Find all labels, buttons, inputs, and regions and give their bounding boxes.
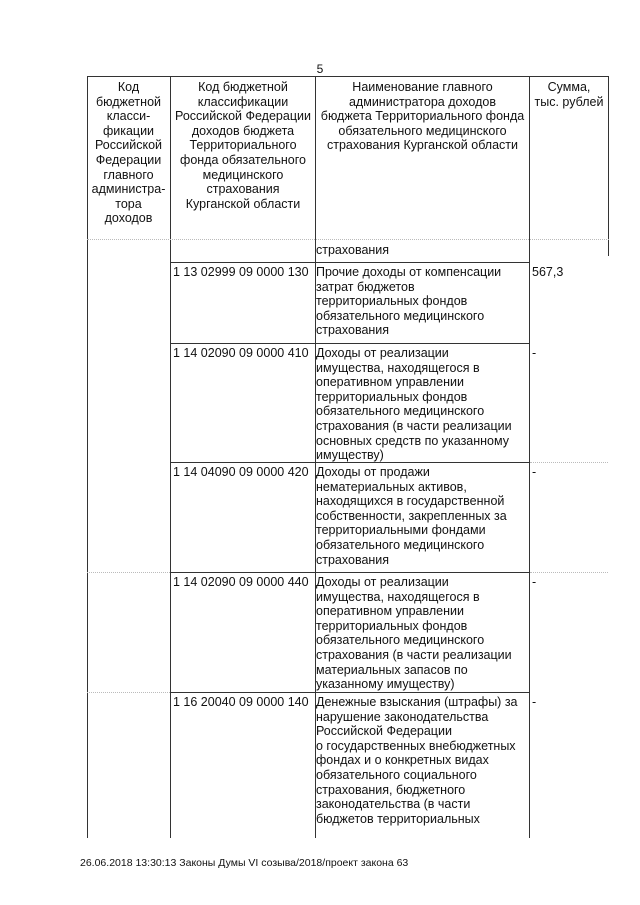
continuation-text: страхования — [316, 243, 390, 257]
row-separator-faint — [87, 572, 170, 573]
row-code: 1 14 02090 09 0000 440 — [173, 575, 309, 589]
row-separator — [171, 343, 529, 344]
row-separator-faint — [530, 572, 608, 573]
row-separator — [171, 572, 529, 573]
header-sum: Сумма, тыс. рублей — [534, 80, 604, 109]
page-number: 5 — [316, 62, 324, 76]
row-sum: - — [532, 346, 537, 360]
row-sum: 567,3 — [532, 265, 564, 279]
header-name: Наименование главного администратора доходов бюджета Территориального фонда обязательного медицинского страхования Курганской области — [320, 80, 525, 153]
table-border-right — [608, 76, 609, 256]
row-separator — [171, 692, 529, 693]
row-name: Доходы от продажи нематериальных активов, находящихся в государственной собственности, закрепленных за территориальными фондами обязательного медицинского страхования — [316, 465, 507, 567]
row-name: Доходы от реализации имущества, находящегося в оперативном управлении территориальных фондов обязательного медицинского страхования (в части реализации основных средств по указанному имуществу) — [316, 346, 512, 463]
row-separator-faint — [87, 692, 170, 693]
row-sum: - — [532, 575, 537, 589]
header-admin-code: Код бюджетной класси- фикации Российской Федерации главного администра- тора доходов — [91, 80, 166, 226]
row-code: 1 16 20040 09 0000 140 — [173, 695, 309, 709]
header-budget-code: Код бюджетной классификации Российской Федерации доходов бюджета Территориального фонда обязательного медицинского страхования Курганской области — [175, 80, 311, 211]
row-code: 1 14 02090 09 0000 410 — [173, 346, 309, 360]
row-code: 1 14 04090 09 0000 420 — [173, 465, 309, 479]
row-code: 1 13 02999 09 0000 130 — [173, 265, 309, 279]
row-separator-faint — [530, 462, 608, 463]
row-sum: - — [532, 465, 537, 479]
row-name: Доходы от реализации имущества, находящегося в оперативном управлении территориальных фондов обязательного медицинского страхования (в части реализации материальных запасов по указанному имуществу) — [316, 575, 512, 692]
budget-table — [87, 76, 609, 838]
row-name: Прочие доходы от компенсации затрат бюджетов территориальных фондов обязательного медицинского страхования — [316, 265, 502, 338]
header-separator — [87, 239, 609, 240]
table-border-top — [87, 76, 609, 77]
row-sum: - — [532, 695, 537, 709]
row-name: Денежные взыскания (штрафы) за нарушение законодательства Российской Федерации о государственных внебюджетных фондах и о конкретных видах обязательного социального страхования, бюджетного законодательства (в части бюджетов территориальных — [316, 695, 518, 826]
row-separator — [171, 262, 529, 263]
document-footer: 26.06.2018 13:30:13 Законы Думы VI созыва/2018/проект закона 63 — [80, 857, 409, 869]
